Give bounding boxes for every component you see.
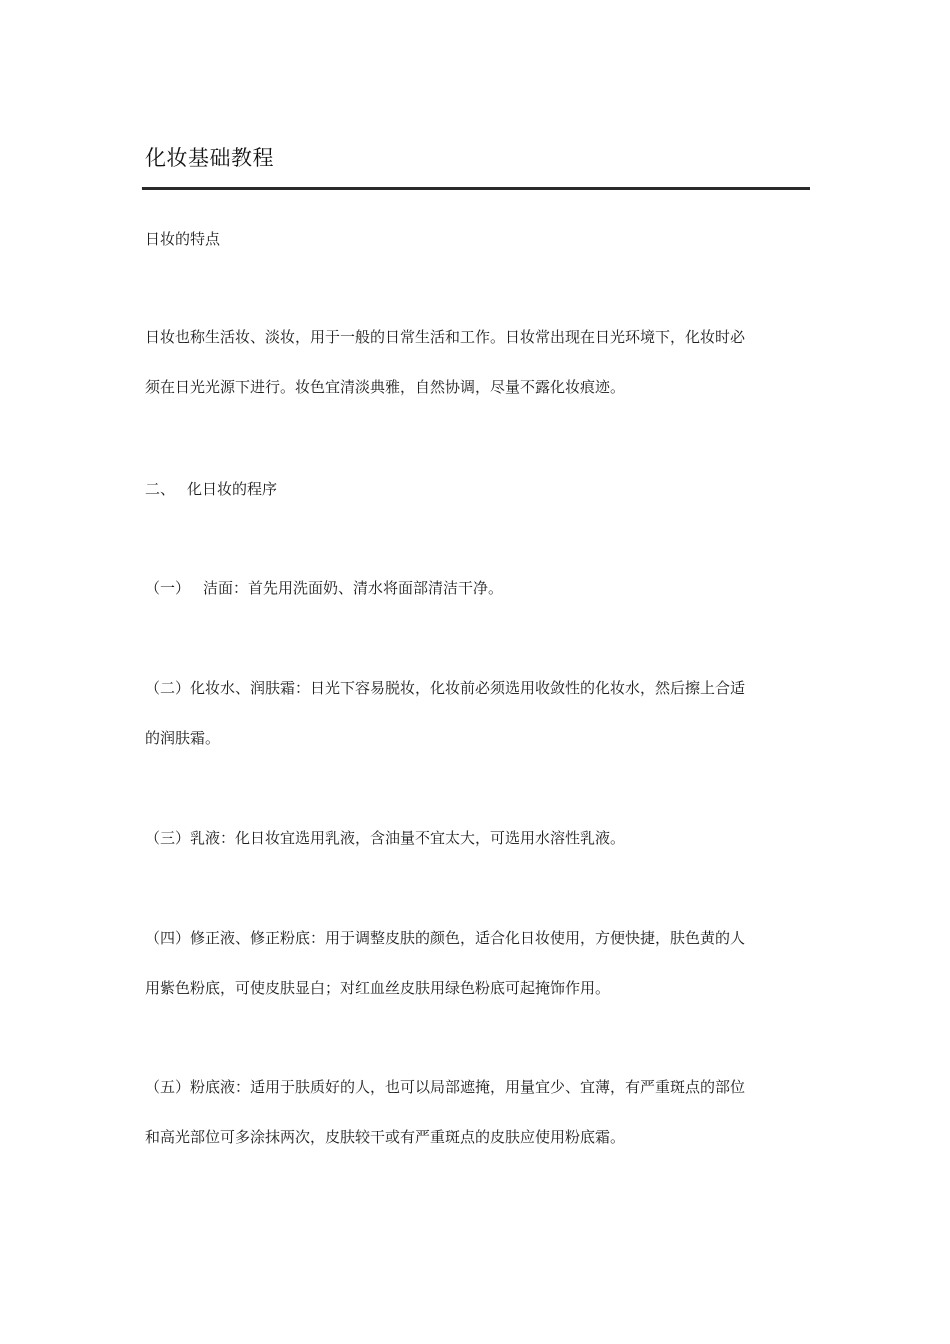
title-divider: [142, 187, 810, 190]
section-number: 二、: [145, 480, 176, 498]
step-item-4-line: 用紫色粉底，可使皮肤显白；对红血丝皮肤用绿色粉底可起掩饰作用。: [145, 979, 611, 997]
section-heading-day-makeup: 日妆的特点: [145, 230, 221, 248]
step-item-3-line: （三）乳液：化日妆宜选用乳液，含油量不宜太大，可选用水溶性乳液。: [145, 829, 626, 847]
step-number: （一）: [145, 579, 191, 597]
paragraph-line: 须在日光光源下进行。妆色宜清淡典雅，自然协调，尽量不露化妆痕迹。: [145, 378, 626, 396]
section-heading-text: 化日妆的程序: [187, 480, 278, 498]
step-item-4-line: （四）修正液、修正粉底：用于调整皮肤的颜色，适合化日妆使用，方便快捷，肤色黄的人: [145, 929, 746, 947]
step-item-1: [145, 578, 503, 598]
document-title: 化妆基础教程: [145, 146, 274, 170]
step-item-2-line: 的润肤霜。: [145, 729, 221, 747]
step-text: 洁面：首先用洗面奶、清水将面部清洁干净。: [203, 579, 504, 597]
step-item-5-line: （五）粉底液：适用于肤质好的人，也可以局部遮掩，用量宜少、宜薄，有严重斑点的部位: [145, 1078, 746, 1096]
step-item-2-line: （二）化妆水、润肤霜：日光下容易脱妆，化妆前必须选用收敛性的化妆水，然后擦上合适: [145, 679, 746, 697]
step-item-5-line: 和高光部位可多涂抹两次，皮肤较干或有严重斑点的皮肤应使用粉底霜。: [145, 1128, 626, 1146]
section-heading-procedure: [145, 479, 277, 499]
paragraph-line: 日妆也称生活妆、淡妆，用于一般的日常生活和工作。日妆常出现在日光环境下，化妆时必: [145, 328, 746, 346]
